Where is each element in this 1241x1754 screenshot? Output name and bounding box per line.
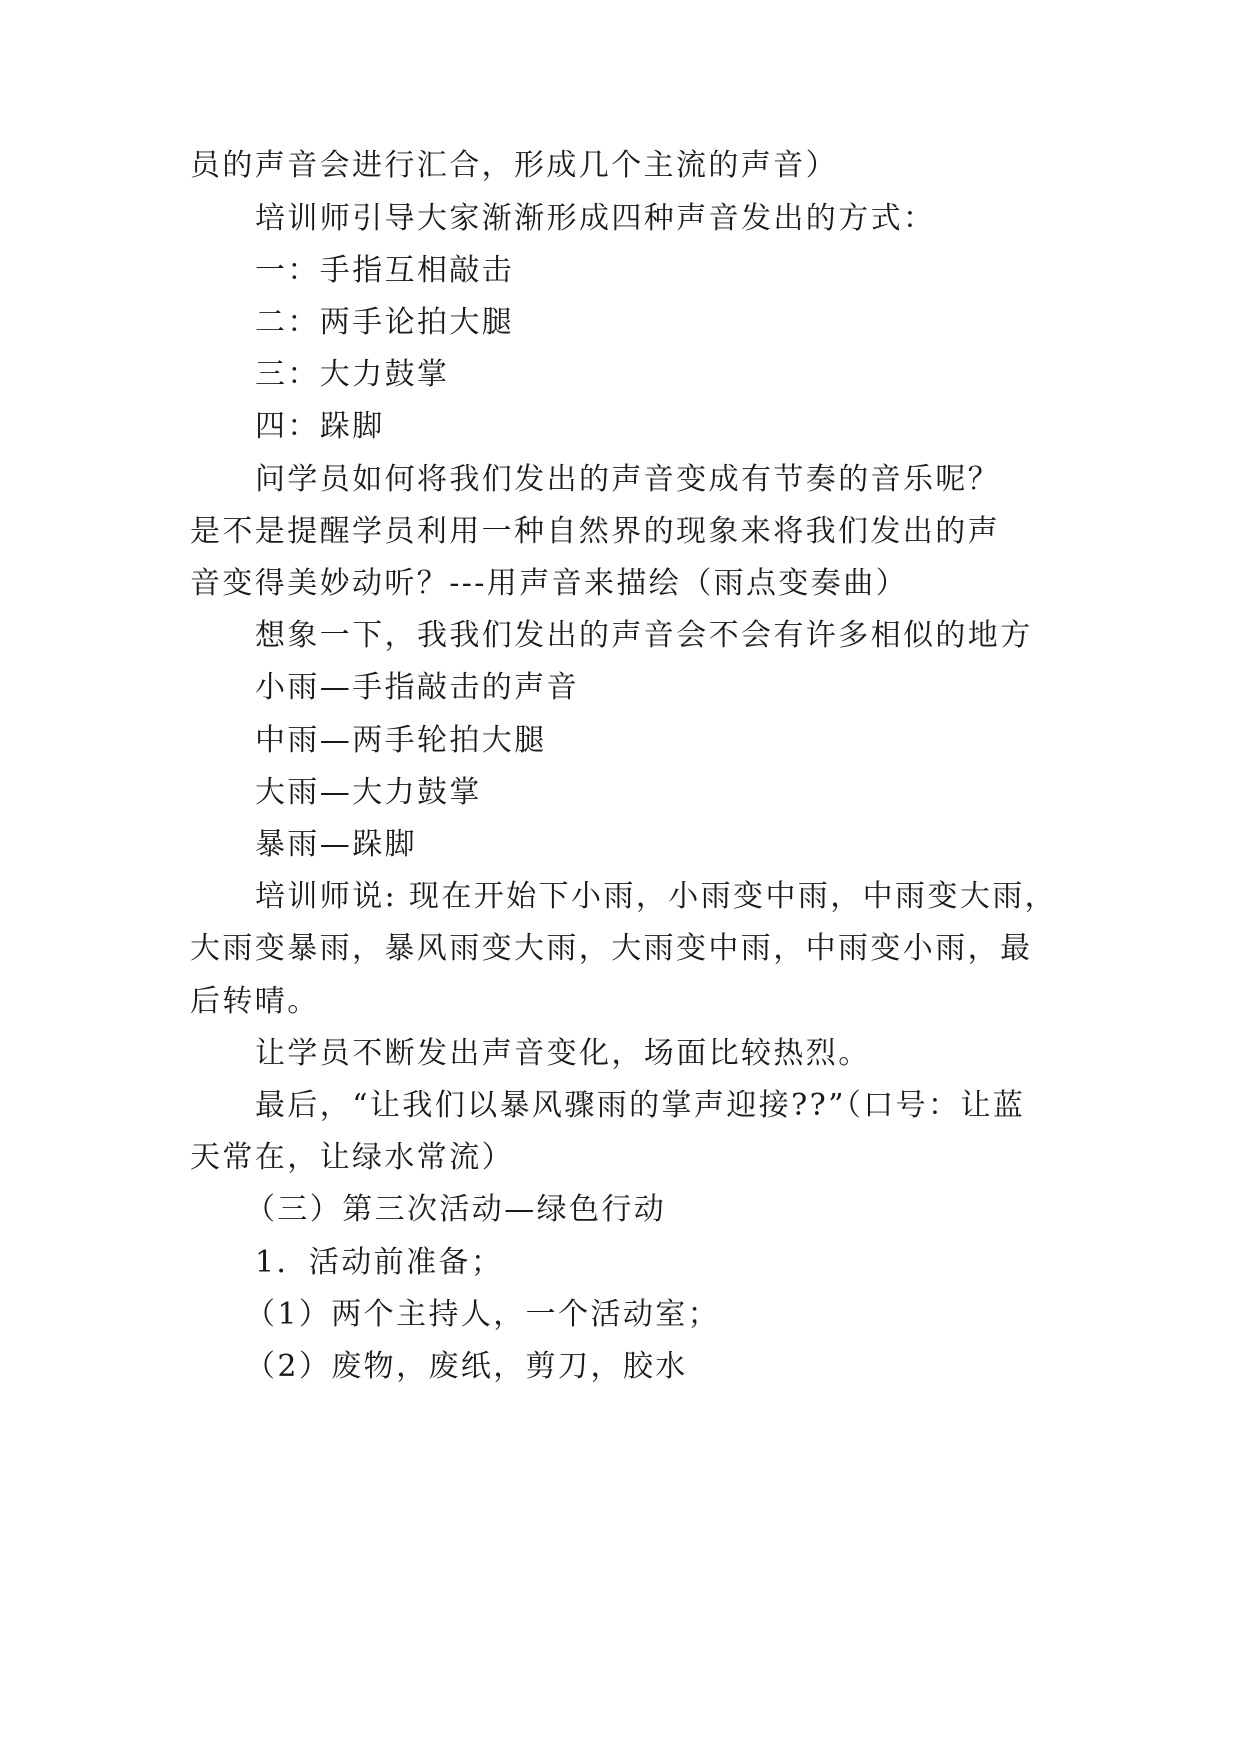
list-item: 小雨—手指敲击的声音 bbox=[255, 670, 579, 705]
paragraph-line: 是不是提醒学员利用一种自然界的现象来将我们发出的声 bbox=[190, 514, 1000, 549]
list-item: （1）两个主持人，一个活动室； bbox=[245, 1297, 721, 1332]
paragraph-line: 后转晴。 bbox=[190, 984, 320, 1019]
list-item: （2）废物，废纸，剪刀，胶水 bbox=[245, 1349, 688, 1384]
list-item: 二：两手论拍大腿 bbox=[255, 305, 515, 340]
paragraph-line: 培训师说: 现在开始下小雨，小雨变中雨，中雨变大雨， bbox=[255, 879, 1058, 914]
list-item: 大雨—大力鼓掌 bbox=[255, 775, 482, 810]
section-heading: （三）第三次活动—绿色行动 bbox=[245, 1192, 667, 1227]
paragraph-line: 培训师引导大家渐渐形成四种声音发出的方式： bbox=[255, 201, 936, 236]
list-item: 中雨—两手轮拍大腿 bbox=[255, 723, 547, 758]
list-item: 一：手指互相敲击 bbox=[255, 253, 515, 288]
paragraph-line: 音变得美妙动听？---用声音来描绘（雨点变奏曲） bbox=[190, 566, 909, 601]
list-item: 三：大力鼓掌 bbox=[255, 357, 450, 392]
paragraph-line: 问学员如何将我们发出的声音变成有节奏的音乐呢？ bbox=[255, 462, 1001, 497]
paragraph-line: 让学员不断发出声音变化，场面比较热烈。 bbox=[255, 1036, 871, 1071]
subsection-heading: 1．活动前准备； bbox=[255, 1245, 504, 1280]
paragraph-line: 员的声音会进行汇合，形成几个主流的声音） bbox=[190, 148, 838, 183]
paragraph-line: 天常在，让绿水常流） bbox=[190, 1140, 514, 1175]
list-item: 四：跺脚 bbox=[255, 409, 385, 444]
paragraph-line: 最后，“让我们以暴风骤雨的掌声迎接??”（口号：让蓝 bbox=[255, 1088, 1026, 1123]
list-item: 暴雨—跺脚 bbox=[255, 827, 417, 862]
paragraph-line: 想象一下，我我们发出的声音会不会有许多相似的地方 bbox=[255, 618, 1033, 653]
paragraph-line: 大雨变暴雨，暴风雨变大雨，大雨变中雨，中雨变小雨，最 bbox=[190, 931, 1033, 966]
